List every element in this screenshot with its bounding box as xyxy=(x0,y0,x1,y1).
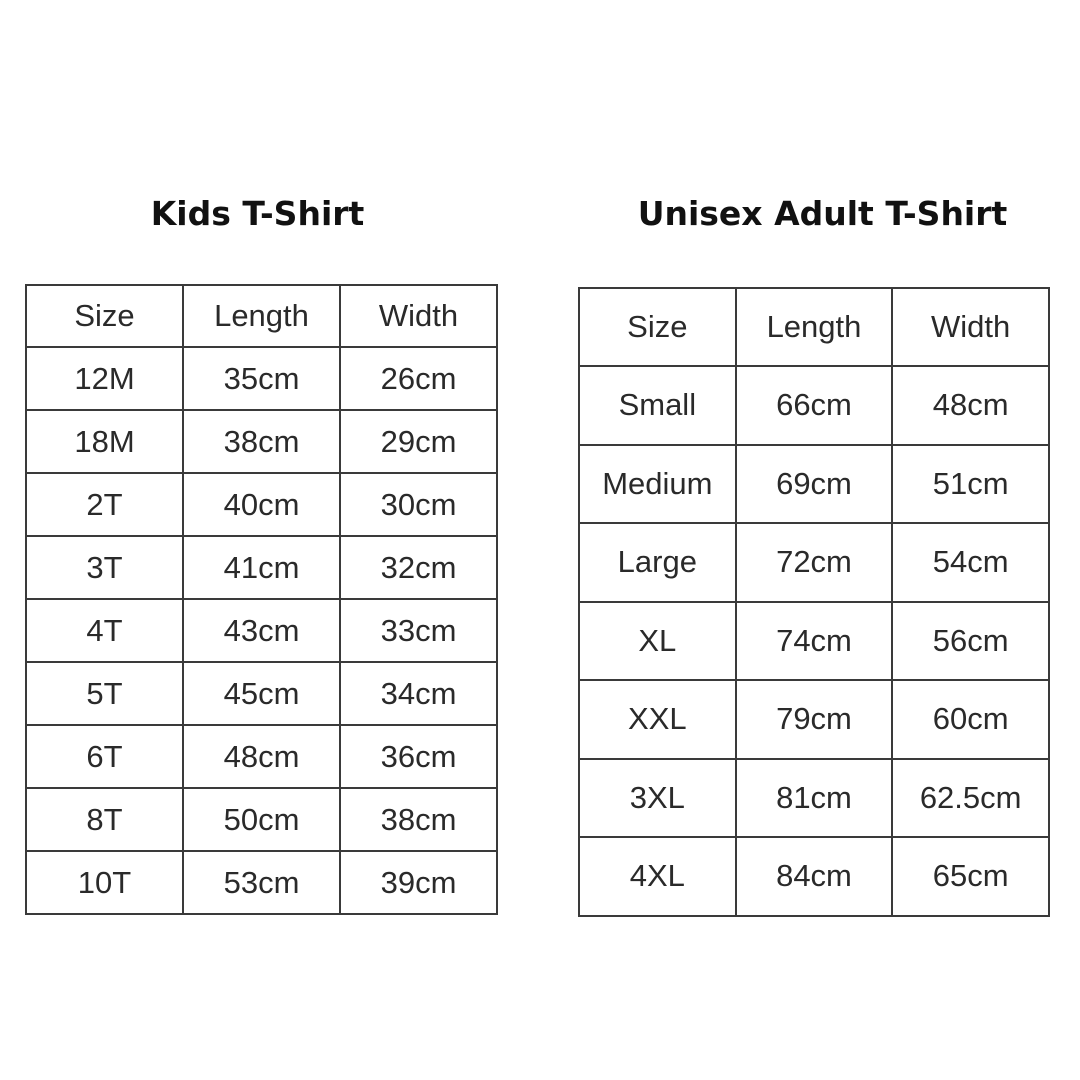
adult-size-table xyxy=(578,287,1050,917)
table-row xyxy=(26,788,497,851)
kids-cell-width: 26cm xyxy=(340,347,497,410)
adult-cell-size: XXL xyxy=(579,680,736,759)
kids-cell-size: 12M xyxy=(26,347,183,410)
table-row xyxy=(579,759,1049,838)
kids-cell-width: 32cm xyxy=(340,536,497,599)
kids-cell-width: 30cm xyxy=(340,473,497,536)
table-row xyxy=(26,662,497,725)
table-row xyxy=(579,837,1049,916)
kids-cell-size: 8T xyxy=(26,788,183,851)
kids-cell-size: 18M xyxy=(26,410,183,473)
kids-cell-length: 50cm xyxy=(183,788,340,851)
kids-header-width: Width xyxy=(340,285,497,347)
adult-cell-width: 48cm xyxy=(892,366,1049,445)
kids-cell-length: 53cm xyxy=(183,851,340,914)
table-row xyxy=(26,725,497,788)
table-row xyxy=(26,473,497,536)
kids-cell-size: 4T xyxy=(26,599,183,662)
adult-cell-size: 3XL xyxy=(579,759,736,838)
kids-cell-length: 48cm xyxy=(183,725,340,788)
kids-cell-length: 38cm xyxy=(183,410,340,473)
adult-cell-length: 81cm xyxy=(736,759,893,838)
adult-cell-length: 79cm xyxy=(736,680,893,759)
kids-cell-length: 43cm xyxy=(183,599,340,662)
adult-header-row xyxy=(579,288,1049,366)
table-row xyxy=(26,536,497,599)
kids-cell-length: 35cm xyxy=(183,347,340,410)
kids-cell-width: 34cm xyxy=(340,662,497,725)
kids-cell-width: 39cm xyxy=(340,851,497,914)
adult-cell-size: XL xyxy=(579,602,736,681)
kids-cell-size: 5T xyxy=(26,662,183,725)
kids-cell-width: 29cm xyxy=(340,410,497,473)
table-row xyxy=(26,347,497,410)
adult-header-length: Length xyxy=(736,288,893,366)
adult-cell-length: 69cm xyxy=(736,445,893,524)
kids-cell-length: 45cm xyxy=(183,662,340,725)
adult-cell-size: Large xyxy=(579,523,736,602)
kids-header-size: Size xyxy=(26,285,183,347)
adult-cell-length: 84cm xyxy=(736,837,893,916)
adult-table-title: Unisex Adult T-Shirt xyxy=(637,194,1008,233)
kids-cell-size: 10T xyxy=(26,851,183,914)
adult-cell-width: 65cm xyxy=(892,837,1049,916)
adult-cell-length: 74cm xyxy=(736,602,893,681)
kids-cell-width: 33cm xyxy=(340,599,497,662)
adult-cell-size: Medium xyxy=(579,445,736,524)
adult-header-size: Size xyxy=(579,288,736,366)
adult-cell-size: 4XL xyxy=(579,837,736,916)
adult-cell-width: 60cm xyxy=(892,680,1049,759)
kids-cell-size: 2T xyxy=(26,473,183,536)
table-row xyxy=(579,366,1049,445)
adult-cell-length: 72cm xyxy=(736,523,893,602)
kids-cell-width: 36cm xyxy=(340,725,497,788)
adult-cell-width: 51cm xyxy=(892,445,1049,524)
kids-cell-size: 3T xyxy=(26,536,183,599)
adult-cell-width: 62.5cm xyxy=(892,759,1049,838)
adult-cell-size: Small xyxy=(579,366,736,445)
kids-header-length: Length xyxy=(183,285,340,347)
adult-header-width: Width xyxy=(892,288,1049,366)
kids-cell-width: 38cm xyxy=(340,788,497,851)
kids-table-body xyxy=(26,285,497,914)
adult-table-body xyxy=(579,288,1049,916)
adult-cell-length: 66cm xyxy=(736,366,893,445)
table-row xyxy=(26,851,497,914)
adult-cell-width: 54cm xyxy=(892,523,1049,602)
table-row xyxy=(579,602,1049,681)
table-row xyxy=(26,599,497,662)
table-row xyxy=(26,410,497,473)
table-row xyxy=(579,523,1049,602)
kids-size-table xyxy=(25,284,498,915)
table-row xyxy=(579,445,1049,524)
kids-cell-length: 40cm xyxy=(183,473,340,536)
kids-header-row xyxy=(26,285,497,347)
kids-cell-size: 6T xyxy=(26,725,183,788)
table-row xyxy=(579,680,1049,759)
adult-cell-width: 56cm xyxy=(892,602,1049,681)
kids-table-title: Kids T-Shirt xyxy=(150,194,365,233)
kids-cell-length: 41cm xyxy=(183,536,340,599)
